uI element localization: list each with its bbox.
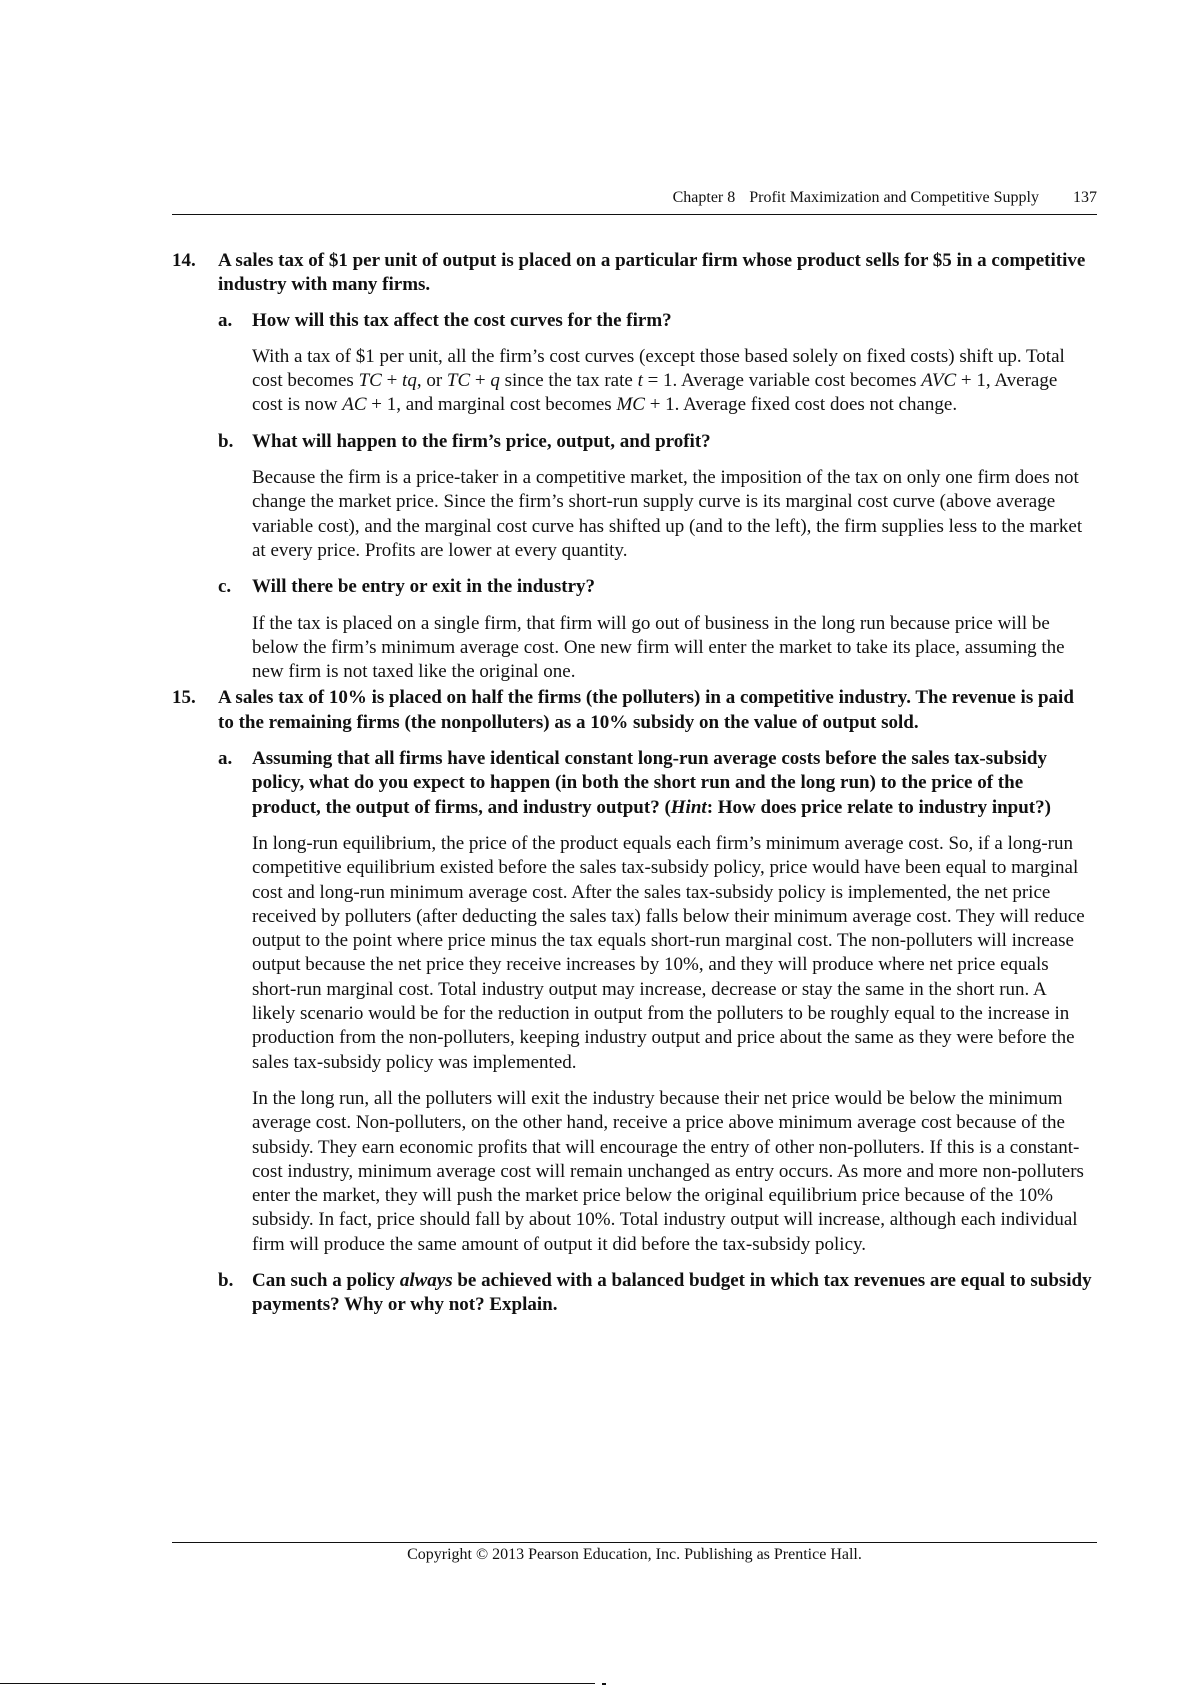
- part-14c: [172, 575, 1092, 599]
- page-number: 137: [1073, 189, 1097, 206]
- part-answer: Because the firm is a price-taker in a competitive market, the imposition of the tax on only one firm does not change the market price. Since the firm’s short-run supply curve is its marginal cost curve (above average variable cost), and the marginal cost curve has shifted up (and to the left), the firm supplies less to the market at every price. Profits are lower at every quantity.: [252, 467, 1083, 561]
- page-edge-rule: [0, 1683, 595, 1684]
- part-question: [252, 1269, 1092, 1318]
- hint-label: Hint: [670, 796, 707, 818]
- footer-rule: [172, 1542, 1097, 1543]
- running-header: [172, 188, 1097, 208]
- emphasis-word: always: [399, 1269, 453, 1291]
- part-question: [252, 747, 1092, 820]
- chapter-label: Chapter 8: [672, 189, 736, 206]
- question-number: 15.: [172, 687, 196, 709]
- chapter-title: Profit Maximization and Competitive Supply: [749, 189, 1039, 206]
- part-answer: In long-run equilibrium, the price of the product equals each firm’s minimum average cost. So, if a long-run competitive equilibrium existed before the sales tax-subsidy policy, price would have been equal to marginal cost and long-run minimum average cost. After the sales tax-subsidy policy is implemented, the net price received by polluters (after deducting the sales tax) falls below their minimum average cost. They will reduce output to the point where price minus the tax equals short-run marginal cost. The non-polluters will increase output because the net price they receive increases by 10%, and they will produce where net price equals short-run marginal cost. Total industry output may increase, decrease or stay the same in the short run. A likely scenario would be for the reduction in output from the polluters to be roughly equal to the increase in production from the non-polluters, keeping industry output and price about the same as they were before the sales tax-subsidy policy was implemented.: [252, 832, 1085, 1073]
- part-question: Will there be entry or exit in the industry?: [252, 576, 596, 598]
- question-14: [172, 249, 1092, 684]
- question-text-part: be achieved with a balanced budget in which tax revenues are equal to subsidy payments? Why or why not? Explain.: [252, 1269, 1092, 1316]
- part-15a: [172, 747, 1092, 820]
- part-answer: In the long run, all the polluters will exit the industry because their net price would be below the minimum average cost. Non-polluters, on the other hand, receive a price above minimum average cost because of the subsidy. They earn economic profits that will encourage the entry of other non-polluters. If this is a constant-cost industry, minimum average cost will remain unchanged as entry occurs. As more and more non-polluters enter the market, they will push the market price below the original equilibrium price because of the 10% subsidy. In fact, price should fall by about 10%. Total industry output will increase, although each individual firm will produce the same amount of output it did before the tax-subsidy policy.: [252, 1087, 1084, 1255]
- question-text-part: Assuming that all firms have identical constant long-run average costs before the sales tax-subsidy policy, what do you expect to happen (in both the short run and the long run) to the price of the product, the output of firms, and industry output? (: [252, 748, 1048, 818]
- part-14b: [172, 430, 1092, 454]
- part-15b: [172, 1269, 1092, 1318]
- part-answer: With a tax of $1 per unit, all the firm’s cost curves (except those based solely on fixed costs) shift up. Total cost becomes TC + tq, or TC + q since the tax rate t = 1. Average variable cost becomes AVC + 1, Average cost is now AC + 1, and marginal cost becomes MC + 1. Average fixed cost does not change.: [252, 345, 1065, 416]
- page-content: [172, 249, 1092, 1318]
- part-label: c.: [218, 576, 232, 598]
- part-question: What will happen to the firm’s price, output, and profit?: [252, 430, 711, 452]
- part-label: a.: [218, 748, 233, 770]
- question-text: A sales tax of $1 per unit of output is placed on a particular firm whose product sells for $5 in a competitive industry with many firms.: [218, 250, 1086, 296]
- question-number: 14.: [172, 250, 196, 271]
- copyright-footer: Copyright © 2013 Pearson Education, Inc. Publishing as Prentice Hall.: [407, 1546, 862, 1563]
- part-14a: [172, 309, 1092, 333]
- header-rule: [172, 214, 1097, 215]
- part-label: b.: [218, 1269, 234, 1291]
- part-question: How will this tax affect the cost curves for the firm?: [252, 309, 672, 331]
- question-15: [172, 686, 1092, 1317]
- question-text: A sales tax of 10% is placed on half the firms (the polluters) in a competitive industry. The revenue is paid to the remaining firms (the nonpolluters) as a 10% subsidy on the value of output sold.: [218, 687, 1074, 733]
- question-text-part: : How does price relate to industry input?): [706, 796, 1051, 818]
- question-text-part: Can such a policy: [252, 1269, 400, 1291]
- part-label: a.: [218, 309, 233, 331]
- part-label: b.: [218, 430, 234, 452]
- part-answer: If the tax is placed on a single firm, that firm will go out of business in the long run because price will be below the firm’s minimum average cost. One new firm will enter the market to take its place, assuming the new firm is not taxed like the original one.: [252, 612, 1065, 683]
